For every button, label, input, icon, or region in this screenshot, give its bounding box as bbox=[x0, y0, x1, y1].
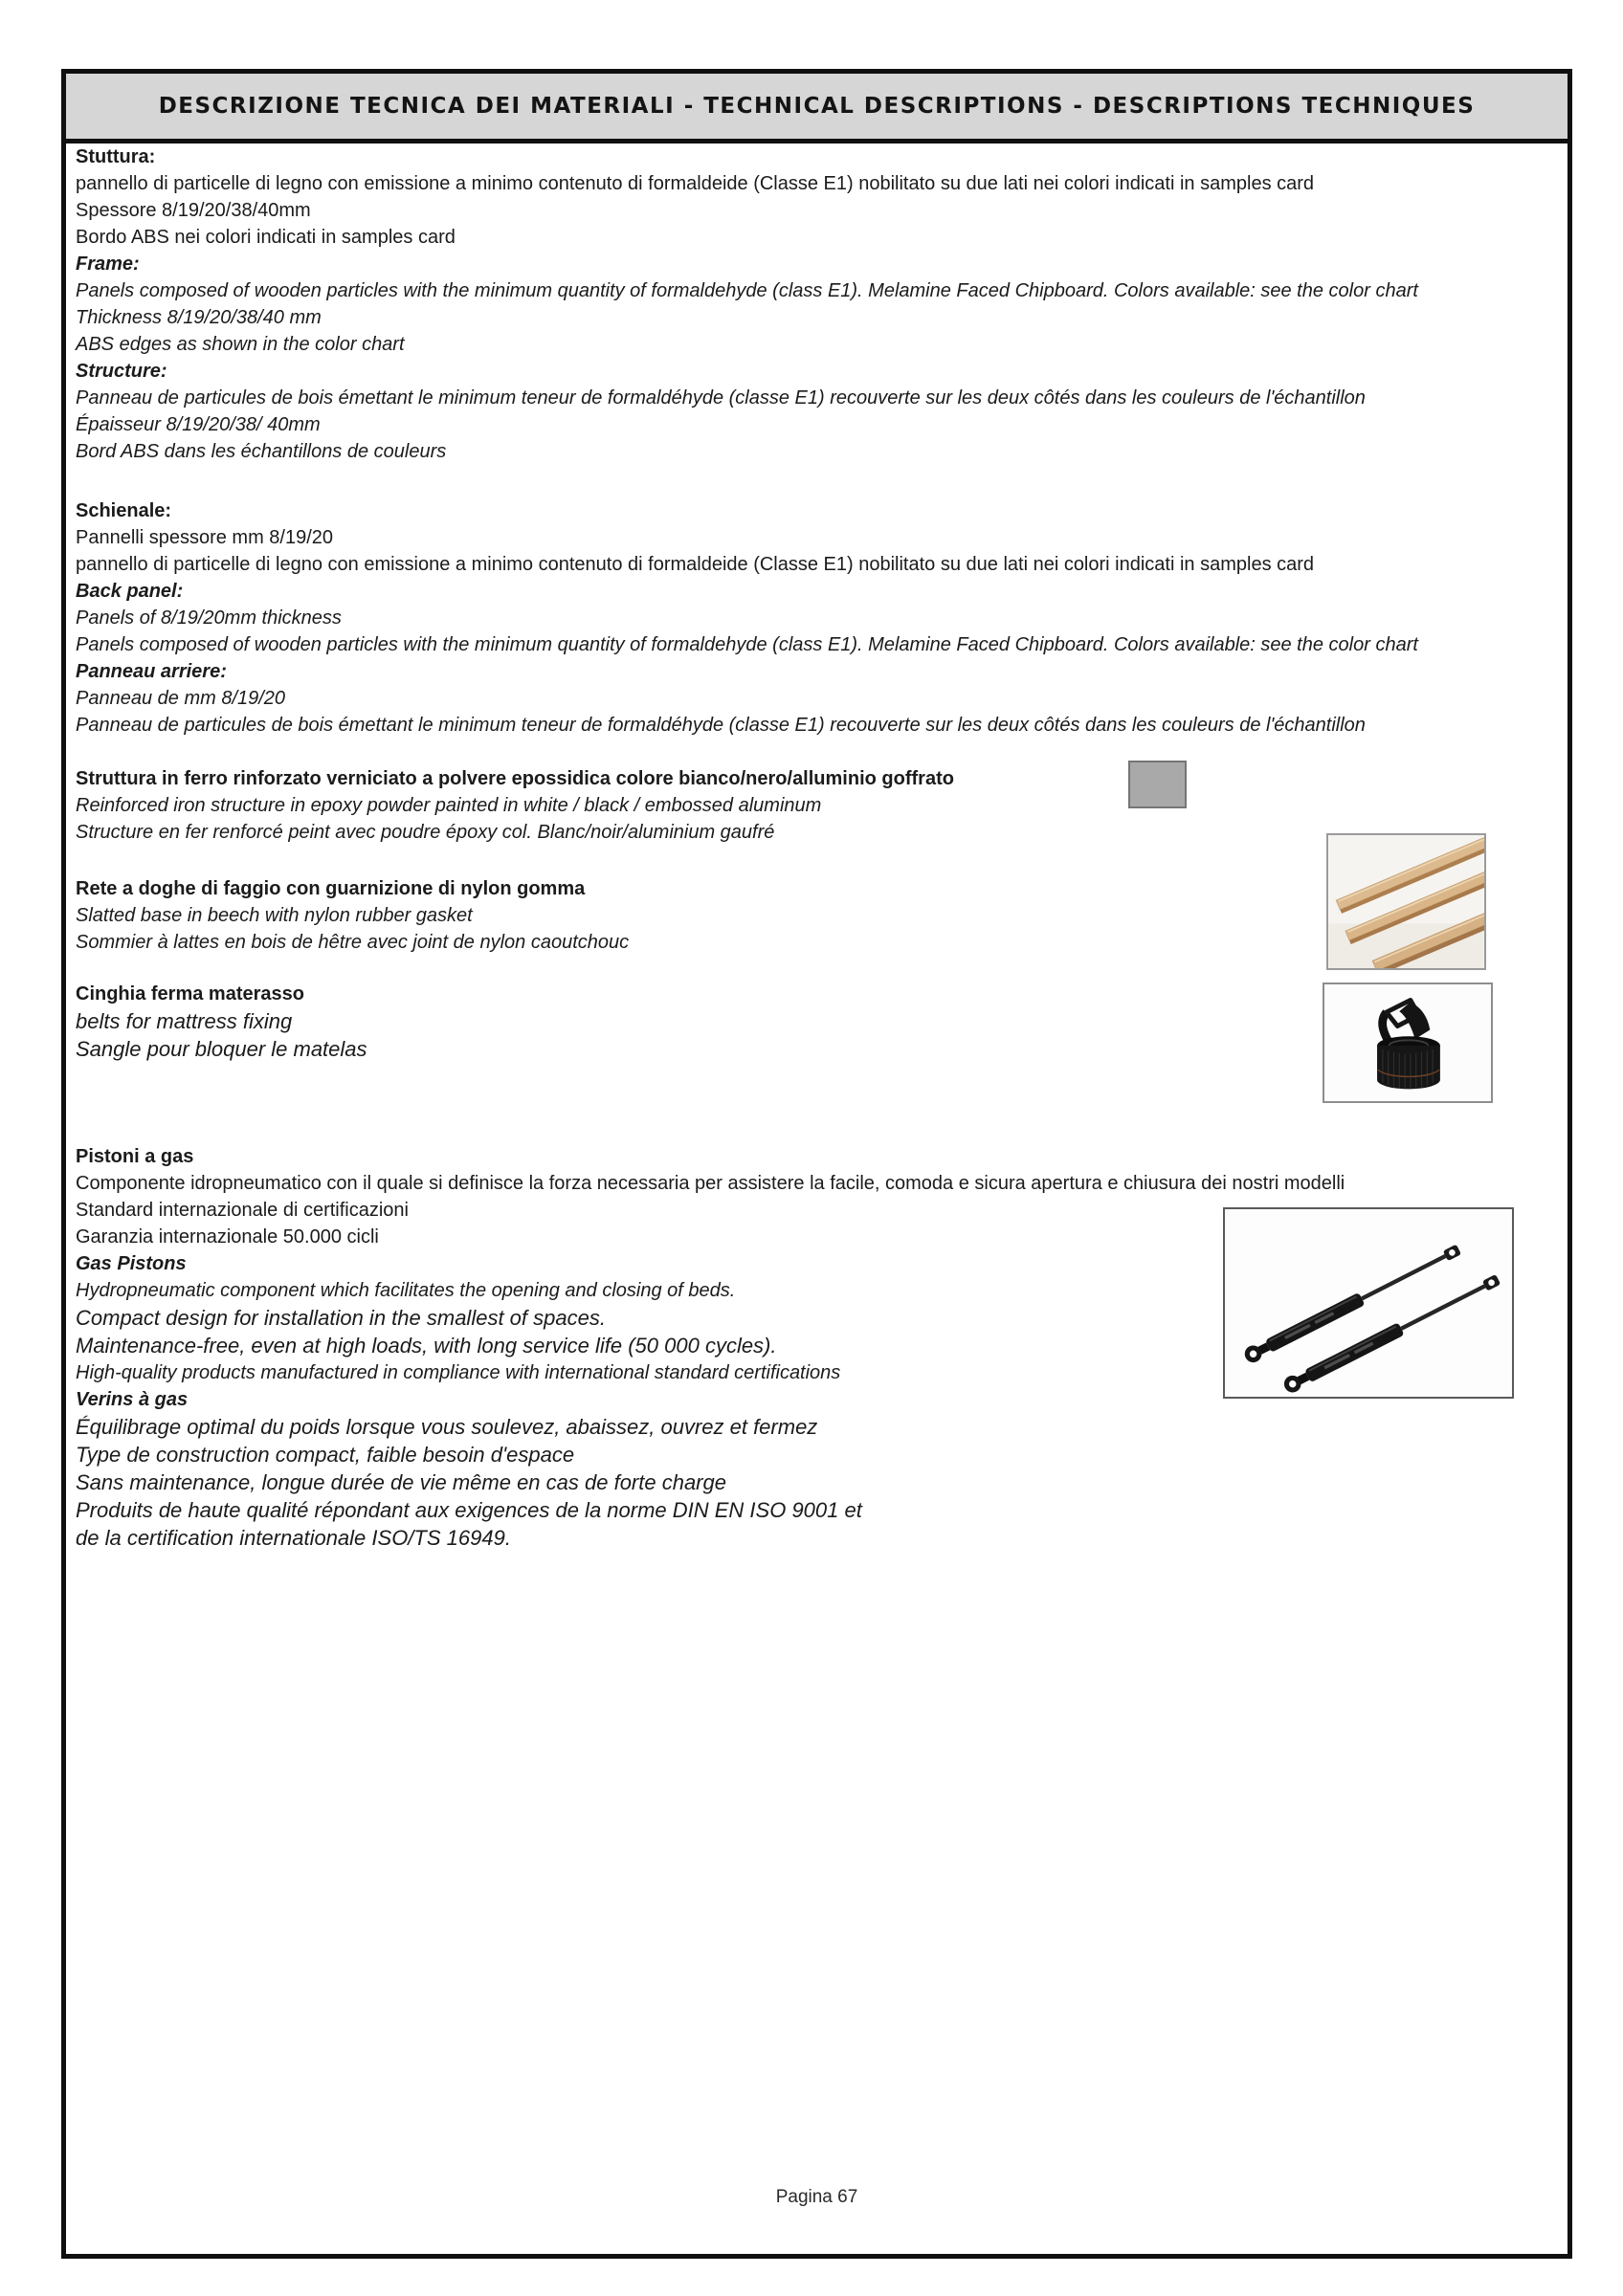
section-heading: Stuttura: bbox=[76, 146, 156, 167]
text-line: Maintenance-free, even at high loads, with long service life (50 000 cycles). bbox=[76, 1334, 777, 1358]
text-line: Panneau de particules de bois émettant le minimum teneur de formaldéhyde (classe E1) recouverte sur les deux côtés dans les couleurs de l'échantillon bbox=[76, 387, 1366, 408]
text-line: de la certification internationale ISO/TS 16949. bbox=[76, 1526, 511, 1550]
text-line: Garanzia internazionale 50.000 cicli bbox=[76, 1226, 379, 1247]
text-line: Sangle pour bloquer le matelas bbox=[76, 1037, 367, 1061]
wood-slats-photo bbox=[1326, 833, 1486, 970]
text-line: pannello di particelle di legno con emissione a minimo contenuto di formaldeide (Classe E1) nobilitato su due lati nei colori indicati in samples card bbox=[76, 554, 1315, 575]
aluminum-color-swatch bbox=[1128, 761, 1187, 808]
section-struttura bbox=[76, 144, 1567, 465]
section-heading: Struttura in ferro rinforzato verniciato a polvere epossidica colore bianco/nero/alluminio goffrato bbox=[76, 768, 954, 789]
section-heading: Gas Pistons bbox=[76, 1253, 187, 1274]
section-heading: Structure: bbox=[76, 361, 167, 382]
section-schienale bbox=[76, 497, 1567, 739]
text-line: Slatted base in beech with nylon rubber gasket bbox=[76, 905, 473, 926]
text-line: Panels of 8/19/20mm thickness bbox=[76, 607, 342, 629]
section-heading: Frame: bbox=[76, 254, 140, 275]
page-header bbox=[66, 74, 1567, 144]
text-line: Bord ABS dans les échantillons de couleurs bbox=[76, 441, 447, 462]
section-heading: Cinghia ferma materasso bbox=[76, 983, 304, 1004]
section-heading: Schienale: bbox=[76, 500, 172, 521]
text-line: Équilibrage optimal du poids lorsque vous soulevez, abaissez, ouvrez et fermez bbox=[76, 1415, 818, 1439]
section-heading: Verins à gas bbox=[76, 1389, 189, 1410]
text-line: Panels composed of wooden particles with the minimum quantity of formaldehyde (class E1). Melamine Faced Chipboard. Colors available: see the color chart bbox=[76, 280, 1418, 301]
text-line: belts for mattress fixing bbox=[76, 1009, 293, 1033]
text-line: Thickness 8/19/20/38/40 mm bbox=[76, 307, 322, 328]
text-line: Panneau de particules de bois émettant le minimum teneur de formaldéhyde (classe E1) recouverte sur les deux côtés dans les couleurs de l'échantillon bbox=[76, 715, 1366, 736]
text-line: Bordo ABS nei colori indicati in samples card bbox=[76, 227, 456, 248]
text-line: Standard internazionale di certificazioni bbox=[76, 1200, 409, 1221]
section-heading: Rete a doghe di faggio con guarnizione di nylon gomma bbox=[76, 878, 586, 899]
mattress-belt-illustration bbox=[1324, 984, 1491, 1101]
text-line: Type de construction compact, faible besoin d'espace bbox=[76, 1443, 575, 1467]
text-line: Reinforced iron structure in epoxy powder painted in white / black / embossed aluminum bbox=[76, 795, 822, 816]
text-line: Panels composed of wooden particles with the minimum quantity of formaldehyde (class E1). Melamine Faced Chipboard. Colors available: see the color chart bbox=[76, 634, 1418, 655]
page-title: DESCRIZIONE TECNICA DEI MATERIALI - TECHNICAL DESCRIPTIONS - DESCRIPTIONS TECHNIQUES bbox=[158, 94, 1476, 119]
section-heading: Back panel: bbox=[76, 581, 184, 602]
section-heading: Panneau arriere: bbox=[76, 661, 227, 682]
text-line: ABS edges as shown in the color chart bbox=[76, 334, 405, 355]
text-line: Pannelli spessore mm 8/19/20 bbox=[76, 527, 334, 548]
section-heading: Pistoni a gas bbox=[76, 1146, 194, 1167]
text-line: Produits de haute qualité répondant aux exigences de la norme DIN EN ISO 9001 et bbox=[76, 1498, 862, 1522]
mattress-belt-photo bbox=[1323, 982, 1493, 1103]
text-line: Sommier à lattes en bois de hêtre avec joint de nylon caoutchouc bbox=[76, 932, 630, 953]
gas-pistons-photo bbox=[1223, 1207, 1514, 1399]
text-line: Sans maintenance, longue durée de vie même en cas de forte charge bbox=[76, 1470, 726, 1494]
text-line: Componente idropneumatico con il quale si definisce la forza necessaria per assistere la facile, comoda e sicura apertura e chiusura dei nostri modelli bbox=[76, 1173, 1345, 1194]
page-number: Pagina 67 bbox=[775, 2187, 858, 2207]
text-line: pannello di particelle di legno con emissione a minimo contenuto di formaldeide (Classe E1) nobilitato su due lati nei colori indicati in samples card bbox=[76, 173, 1315, 194]
gas-pistons-illustration bbox=[1225, 1209, 1512, 1397]
text-line: Spessore 8/19/20/38/40mm bbox=[76, 200, 311, 221]
text-line: Structure en fer renforcé peint avec poudre époxy col. Blanc/noir/aluminium gaufré bbox=[76, 822, 775, 843]
text-line: High-quality products manufactured in compliance with international standard certifications bbox=[76, 1362, 841, 1383]
catalog-page bbox=[61, 69, 1572, 2259]
text-line: Panneau de mm 8/19/20 bbox=[76, 688, 286, 709]
text-line: Compact design for installation in the smallest of spaces. bbox=[76, 1306, 606, 1330]
text-line: Hydropneumatic component which facilitates the opening and closing of beds. bbox=[76, 1280, 736, 1301]
text-line: Épaisseur 8/19/20/38/ 40mm bbox=[76, 414, 321, 435]
wood-slats-illustration bbox=[1328, 835, 1484, 968]
